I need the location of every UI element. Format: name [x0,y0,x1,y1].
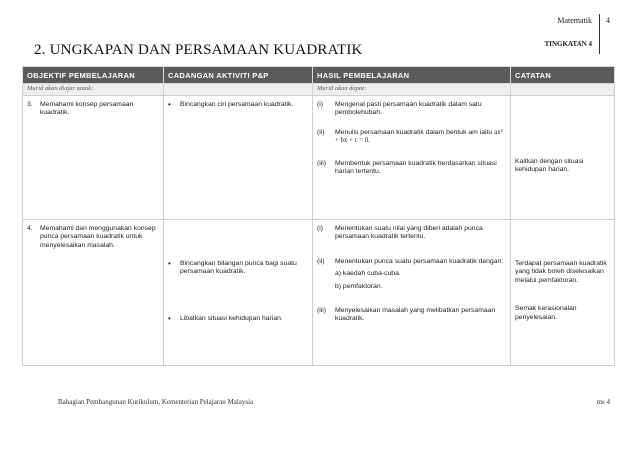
table-row [23,220,615,366]
footer-page-number: ms 4 [596,398,610,406]
note-cell [511,220,615,366]
objective-cell [23,96,164,220]
bullet-icon: • [168,313,171,323]
outcome-cell [313,96,511,220]
objective-number: 3. [27,101,33,108]
footer-text: Bahagian Pembangunan Kurikulum, Kementerian Pelajaran Malaysia [58,398,254,406]
note-text: Kaitkan dengan situasi kehidupan harian. [515,158,584,174]
note-cell [511,96,615,220]
outcome-number: (i) [317,101,324,108]
outcome-number: (ii) [317,128,325,136]
objective-text: Memahami dan menggunakan konsep punca persamaan kuadratik untuk menyelesaikan masalah. [40,225,156,249]
page-title: 2. UNGKAPAN DAN PERSAMAAN KUADRATIK [34,42,363,58]
outcome-text: Membentuk persamaan kuadratik berdasarkan situasi harian tertentu. [335,159,497,176]
activity-text: Bincangkan bilangan punca bagi suatu persamaan kuadratik. [180,260,297,276]
outcome-subitem-b: b) pemfaktoran. [335,282,383,290]
header-divider [599,14,600,54]
objective-text: Memahami konsep persamaan kuadratik. [40,101,134,117]
activity-text: Libatkan situasi kehidupan harian. [180,314,283,322]
outcome-text: Menentukan suatu nilai yang diberi adalah punca persamaan kuadratik tertentu. [335,225,483,241]
syllabus-table [22,66,615,366]
outcome-subitem-a: a) kaedah cuba-cuba. [335,270,401,278]
subheader-outcome: Murid akan dapat: [313,84,511,96]
subheader-empty-note [511,84,615,96]
note-text: Terdapat persamaan kuadratik yang tidak boleh diselesaikan melalui pemfaktoran. [515,260,607,284]
header-page-number: 4 [606,16,610,25]
outcome-number: (i) [317,225,324,232]
outcome-number: (iii) [317,307,327,315]
bullet-icon: • [168,259,171,268]
form-label: TINGKATAN 4 [544,40,592,48]
column-header-outcome: HASIL PEMBELAJARAN [313,67,511,84]
outcome-text: Menulis persamaan kuadratik dalam bentuk am iaitu [335,128,493,136]
subject-label: Matematik [557,16,592,25]
outcome-cell [313,220,511,366]
general-form-equation: ax² + bx + c = 0. [335,128,503,145]
activity-text: Bincangkan ciri persamaan kuadratik. [180,101,294,108]
outcome-text: Mengenal pasti persamaan kuadratik dalam satu pembolehubah. [335,101,482,117]
outcome-number: (ii) [317,257,325,265]
table-subheader-row [23,84,615,96]
column-header-note: CATATAN [511,67,615,84]
activity-cell [164,96,313,220]
outcome-number: (iii) [317,159,327,167]
objective-cell [23,220,164,366]
subheader-objective: Murid akan diajar untuk: [23,84,164,96]
note-text: Semak kerasionalan penyelesaian. [515,305,577,321]
outcome-text: Menentukan punca suatu persamaan kuadratik dengan: [335,257,504,265]
bullet-icon: • [168,100,171,109]
outcome-text: Menyelesaikan masalah yang melibatkan persamaan kuadratik. [335,307,496,323]
column-header-activity: CADANGAN AKTIVITI P&P [164,67,313,84]
table-header-row [23,67,615,84]
subheader-empty [164,84,313,96]
activity-cell [164,220,313,366]
objective-number: 4. [27,225,33,232]
table-row [23,96,615,220]
column-header-objective: OBJEKTIF PEMBELAJARAN [23,67,164,84]
